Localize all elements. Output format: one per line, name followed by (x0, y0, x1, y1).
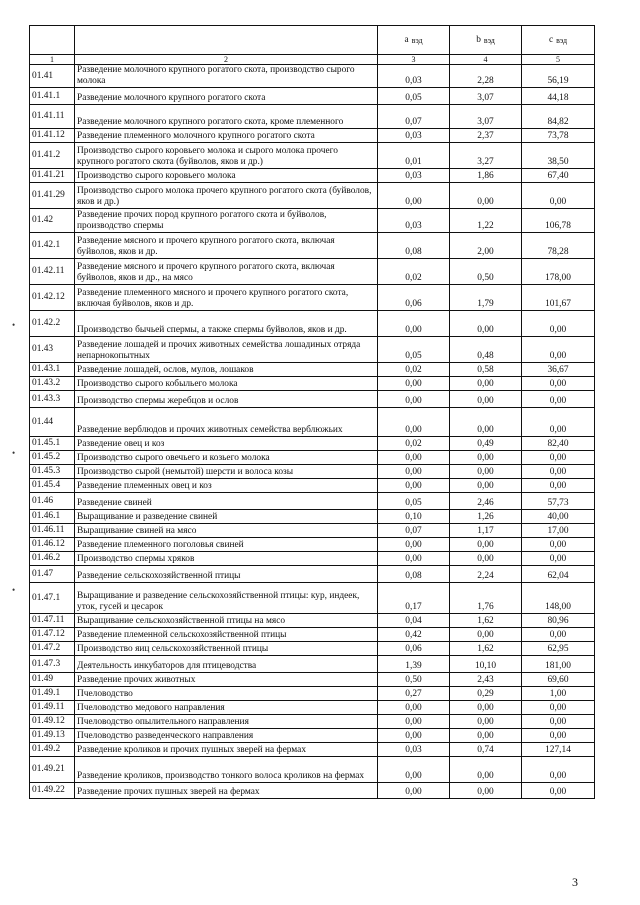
row-code: 01.44 (30, 408, 75, 437)
row-code: 01.41.29 (30, 183, 75, 209)
row-value-c: 0,00 (522, 391, 595, 408)
row-name: Производство спермы жеребцов и ослов (75, 391, 378, 408)
row-value-c: 0,00 (522, 552, 595, 566)
row-value-c: 80,96 (522, 614, 595, 628)
row-value-a: 0,06 (378, 642, 450, 656)
row-value-a: 0,00 (378, 465, 450, 479)
table-row (30, 538, 595, 552)
row-value-c: 62,04 (522, 566, 595, 583)
row-value-c: 56,19 (522, 65, 595, 88)
row-value-a: 0,03 (378, 129, 450, 143)
row-name: Разведение племенного поголовья свиней (75, 538, 378, 552)
row-value-b: 0,00 (450, 729, 522, 743)
row-value-a: 0,02 (378, 437, 450, 451)
row-value-a: 0,03 (378, 743, 450, 757)
row-code: 01.42.12 (30, 285, 75, 311)
row-name: Разведение племенных овец и коз (75, 479, 378, 493)
row-code: 01.45.2 (30, 451, 75, 465)
row-value-b: 1,22 (450, 209, 522, 233)
row-name: Разведение овец и коз (75, 437, 378, 451)
row-code: 01.47.1 (30, 583, 75, 614)
row-value-b: 1,62 (450, 614, 522, 628)
row-code: 01.47.11 (30, 614, 75, 628)
row-value-a: 0,42 (378, 628, 450, 642)
row-code: 01.49.13 (30, 729, 75, 743)
row-code: 01.46.2 (30, 552, 75, 566)
header-row (30, 26, 595, 55)
row-value-b: 2,00 (450, 233, 522, 259)
row-value-a: 0,00 (378, 552, 450, 566)
row-code: 01.45.3 (30, 465, 75, 479)
row-value-c: 106,78 (522, 209, 595, 233)
table-row (30, 337, 595, 363)
row-name: Производство сырого коровьего молока и сырого молока прочего крупного рогатого скота (буйволов, яков и др.) (75, 143, 378, 169)
row-value-c: 0,00 (522, 451, 595, 465)
row-value-b: 0,00 (450, 408, 522, 437)
row-value-a: 0,00 (378, 783, 450, 799)
column-number-row (30, 55, 595, 65)
row-name: Производство сырого молока прочего крупного рогатого скота (буйволов, яков и др.) (75, 183, 378, 209)
row-value-b: 0,00 (450, 701, 522, 715)
row-code: 01.47 (30, 566, 75, 583)
table-row (30, 701, 595, 715)
table-row (30, 169, 595, 183)
table-row (30, 673, 595, 687)
row-name: Разведение мясного и прочего крупного рогатого скота, включая буйволов, яков и др., на мясо (75, 259, 378, 285)
table-row (30, 209, 595, 233)
row-name: Разведение молочного крупного рогатого скота, кроме племенного (75, 105, 378, 129)
row-value-c: 181,00 (522, 656, 595, 673)
row-code: 01.43.2 (30, 377, 75, 391)
row-value-a: 0,03 (378, 209, 450, 233)
row-value-b: 2,24 (450, 566, 522, 583)
header-cell-name (75, 26, 378, 55)
row-value-c: 0,00 (522, 538, 595, 552)
row-value-a: 0,02 (378, 363, 450, 377)
table-row (30, 105, 595, 129)
row-value-c: 0,00 (522, 783, 595, 799)
row-value-b: 1,76 (450, 583, 522, 614)
row-code: 01.49.2 (30, 743, 75, 757)
row-code: 01.49.1 (30, 687, 75, 701)
row-value-b: 1,79 (450, 285, 522, 311)
row-code: 01.46.11 (30, 524, 75, 538)
row-value-a: 0,01 (378, 143, 450, 169)
row-value-b: 0,00 (450, 465, 522, 479)
row-name: Производство спермы хряков (75, 552, 378, 566)
row-value-c: 0,00 (522, 337, 595, 363)
row-value-a: 0,00 (378, 729, 450, 743)
table-row (30, 715, 595, 729)
row-value-b: 0,00 (450, 783, 522, 799)
row-value-c: 84,82 (522, 105, 595, 129)
row-name: Разведение лошадей, ослов, мулов, лошаков (75, 363, 378, 377)
row-value-b: 10,10 (450, 656, 522, 673)
table-row (30, 783, 595, 799)
row-value-b: 1,26 (450, 510, 522, 524)
row-code: 01.42 (30, 209, 75, 233)
row-value-b: 3,07 (450, 105, 522, 129)
row-value-c: 82,40 (522, 437, 595, 451)
table-row (30, 583, 595, 614)
row-name: Разведение прочих пушных зверей на фермах (75, 783, 378, 799)
row-value-a: 0,05 (378, 337, 450, 363)
row-value-a: 0,07 (378, 105, 450, 129)
row-code: 01.46.12 (30, 538, 75, 552)
row-value-a: 0,17 (378, 583, 450, 614)
table-row (30, 183, 595, 209)
row-name: Производство яиц сельскохозяйственной птицы (75, 642, 378, 656)
row-code: 01.49.21 (30, 757, 75, 783)
row-code: 01.43.3 (30, 391, 75, 408)
row-value-b: 0,00 (450, 183, 522, 209)
row-value-a: 0,10 (378, 510, 450, 524)
row-value-c: 57,73 (522, 493, 595, 510)
row-value-a: 0,50 (378, 673, 450, 687)
table-row (30, 451, 595, 465)
row-name: Выращивание и разведение сельскохозяйственной птицы: кур, индеек, уток, гусей и цесарок (75, 583, 378, 614)
row-value-b: 0,00 (450, 628, 522, 642)
row-value-b: 2,43 (450, 673, 522, 687)
row-code: 01.47.3 (30, 656, 75, 673)
table-row (30, 743, 595, 757)
row-code: 01.47.12 (30, 628, 75, 642)
header-b: b $_{вэд}$ (450, 26, 522, 55)
table-row (30, 729, 595, 743)
row-value-a: 0,00 (378, 377, 450, 391)
row-code: 01.45.4 (30, 479, 75, 493)
column-number-5: 5 (522, 55, 595, 65)
row-name: Разведение племенного молочного крупного рогатого скота (75, 129, 378, 143)
table-row (30, 614, 595, 628)
table-row (30, 524, 595, 538)
table-row (30, 437, 595, 451)
row-code: 01.41.1 (30, 88, 75, 105)
row-value-c: 0,00 (522, 183, 595, 209)
table-row (30, 628, 595, 642)
table-row (30, 285, 595, 311)
row-value-b: 0,48 (450, 337, 522, 363)
table-row (30, 465, 595, 479)
table-row (30, 391, 595, 408)
table-row (30, 493, 595, 510)
row-code: 01.47.2 (30, 642, 75, 656)
row-name: Разведение молочного крупного рогатого скота (75, 88, 378, 105)
row-name: Производство сырого коровьего молока (75, 169, 378, 183)
row-value-c: 69,60 (522, 673, 595, 687)
row-value-a: 0,06 (378, 285, 450, 311)
row-code: 01.41 (30, 65, 75, 88)
coefficients-table (29, 25, 595, 799)
row-code: 01.49.12 (30, 715, 75, 729)
table-row (30, 656, 595, 673)
row-code: 01.45.1 (30, 437, 75, 451)
row-code: 01.42.2 (30, 311, 75, 337)
row-value-c: 0,00 (522, 408, 595, 437)
row-value-b: 1,17 (450, 524, 522, 538)
table-row (30, 642, 595, 656)
row-value-b: 0,00 (450, 311, 522, 337)
row-value-a: 0,00 (378, 715, 450, 729)
row-value-c: 0,00 (522, 729, 595, 743)
row-value-a: 0,00 (378, 479, 450, 493)
row-name: Выращивание сельскохозяйственной птицы на мясо (75, 614, 378, 628)
row-value-c: 78,28 (522, 233, 595, 259)
row-value-a: 0,08 (378, 233, 450, 259)
row-value-a: 0,00 (378, 391, 450, 408)
row-value-a: 0,00 (378, 451, 450, 465)
row-value-a: 0,00 (378, 183, 450, 209)
row-value-c: 0,00 (522, 715, 595, 729)
row-code: 01.42.11 (30, 259, 75, 285)
row-value-c: 0,00 (522, 377, 595, 391)
row-name: Разведение молочного крупного рогатого скота, производство сырого молока (75, 65, 378, 88)
table-row (30, 65, 595, 88)
column-number-1: 1 (30, 55, 75, 65)
row-value-a: 0,03 (378, 65, 450, 88)
row-value-c: 0,00 (522, 479, 595, 493)
table-row (30, 408, 595, 437)
row-value-a: 0,27 (378, 687, 450, 701)
row-value-a: 0,00 (378, 311, 450, 337)
table-row (30, 129, 595, 143)
row-value-b: 0,00 (450, 391, 522, 408)
table-row (30, 687, 595, 701)
row-name: Производство сырого кобыльего молока (75, 377, 378, 391)
row-code: 01.41.12 (30, 129, 75, 143)
row-value-b: 0,29 (450, 687, 522, 701)
header-cell-code (30, 26, 75, 55)
row-value-a: 0,00 (378, 538, 450, 552)
row-code: 01.49.22 (30, 783, 75, 799)
row-value-b: 0,00 (450, 715, 522, 729)
row-value-c: 62,95 (522, 642, 595, 656)
row-value-c: 101,67 (522, 285, 595, 311)
row-value-c: 1,00 (522, 687, 595, 701)
row-name: Разведение племенной сельскохозяйственной птицы (75, 628, 378, 642)
row-name: Разведение свиней (75, 493, 378, 510)
row-value-a: 0,08 (378, 566, 450, 583)
row-value-b: 0,00 (450, 377, 522, 391)
table-row (30, 259, 595, 285)
row-value-c: 17,00 (522, 524, 595, 538)
table-row (30, 143, 595, 169)
row-value-b: 1,62 (450, 642, 522, 656)
table-row (30, 377, 595, 391)
row-code: 01.43.1 (30, 363, 75, 377)
row-value-a: 0,02 (378, 259, 450, 285)
row-name: Разведение прочих животных (75, 673, 378, 687)
row-value-c: 0,00 (522, 311, 595, 337)
table-row (30, 311, 595, 337)
row-value-c: 0,00 (522, 628, 595, 642)
row-value-b: 2,28 (450, 65, 522, 88)
row-value-c: 44,18 (522, 88, 595, 105)
column-number-2: 2 (75, 55, 378, 65)
row-value-b: 2,46 (450, 493, 522, 510)
row-code: 01.42.1 (30, 233, 75, 259)
row-value-a: 0,03 (378, 169, 450, 183)
table-row (30, 566, 595, 583)
row-value-a: 0,04 (378, 614, 450, 628)
row-value-b: 0,74 (450, 743, 522, 757)
row-value-c: 0,00 (522, 701, 595, 715)
row-value-b: 0,50 (450, 259, 522, 285)
row-value-a: 0,00 (378, 701, 450, 715)
row-value-c: 178,00 (522, 259, 595, 285)
row-value-b: 0,49 (450, 437, 522, 451)
table-row (30, 363, 595, 377)
table-row (30, 88, 595, 105)
row-value-b: 0,00 (450, 757, 522, 783)
row-name: Производство бычьей спермы, а также спермы буйволов, яков и др. (75, 311, 378, 337)
header-a: a $_{вэд}$ (378, 26, 450, 55)
row-name: Разведение верблюдов и прочих животных семейства верблюжьих (75, 408, 378, 437)
row-name: Разведение мясного и прочего крупного рогатого скота, включая буйволов, яков и др. (75, 233, 378, 259)
margin-mark: • (12, 448, 16, 458)
row-code: 01.41.11 (30, 105, 75, 129)
row-value-a: 1,39 (378, 656, 450, 673)
row-value-a: 0,00 (378, 408, 450, 437)
row-value-b: 2,37 (450, 129, 522, 143)
row-name: Разведение кроликов, производство тонкого волоса кроликов на фермах (75, 757, 378, 783)
row-value-c: 148,00 (522, 583, 595, 614)
row-name: Пчеловодство медового направления (75, 701, 378, 715)
row-value-c: 127,14 (522, 743, 595, 757)
row-code: 01.41.2 (30, 143, 75, 169)
row-name: Выращивание и разведение свиней (75, 510, 378, 524)
row-code: 01.46 (30, 493, 75, 510)
row-name: Деятельность инкубаторов для птицеводства (75, 656, 378, 673)
row-value-a: 0,00 (378, 757, 450, 783)
row-code: 01.41.21 (30, 169, 75, 183)
row-value-c: 40,00 (522, 510, 595, 524)
page-number: 3 (572, 875, 578, 889)
row-name: Разведение кроликов и прочих пушных зверей на фермах (75, 743, 378, 757)
row-name: Производство сырой (немытой) шерсти и волоса козы (75, 465, 378, 479)
row-code: 01.49 (30, 673, 75, 687)
row-value-a: 0,07 (378, 524, 450, 538)
row-name: Разведение лошадей и прочих животных семейства лошадиных отряда непарнокопытных (75, 337, 378, 363)
margin-mark: • (12, 320, 16, 330)
row-value-a: 0,05 (378, 88, 450, 105)
margin-mark: • (12, 585, 16, 595)
row-name: Пчеловодство разведенческого направления (75, 729, 378, 743)
table-row (30, 479, 595, 493)
row-code: 01.43 (30, 337, 75, 363)
row-value-b: 0,00 (450, 538, 522, 552)
row-code: 01.49.11 (30, 701, 75, 715)
row-name: Разведение прочих пород крупного рогатого скота и буйволов, производство спермы (75, 209, 378, 233)
row-name: Пчеловодство опылительного направления (75, 715, 378, 729)
row-value-c: 38,50 (522, 143, 595, 169)
row-value-a: 0,05 (378, 493, 450, 510)
row-value-b: 3,27 (450, 143, 522, 169)
row-value-b: 3,07 (450, 88, 522, 105)
table-row (30, 233, 595, 259)
table-row (30, 552, 595, 566)
column-number-3: 3 (378, 55, 450, 65)
table-row (30, 510, 595, 524)
table-row (30, 757, 595, 783)
row-value-c: 0,00 (522, 757, 595, 783)
row-name: Выращивание свиней на мясо (75, 524, 378, 538)
row-value-c: 67,40 (522, 169, 595, 183)
row-value-c: 0,00 (522, 465, 595, 479)
row-value-b: 0,00 (450, 552, 522, 566)
column-number-4: 4 (450, 55, 522, 65)
row-name: Разведение сельскохозяйственной птицы (75, 566, 378, 583)
row-value-c: 36,67 (522, 363, 595, 377)
row-value-b: 0,58 (450, 363, 522, 377)
row-value-c: 73,78 (522, 129, 595, 143)
row-value-b: 0,00 (450, 479, 522, 493)
header-c: c $_{вэд}$ (522, 26, 595, 55)
row-name: Пчеловодство (75, 687, 378, 701)
row-code: 01.46.1 (30, 510, 75, 524)
row-name: Производство сырого овечьего и козьего молока (75, 451, 378, 465)
row-value-b: 0,00 (450, 451, 522, 465)
row-value-b: 1,86 (450, 169, 522, 183)
row-name: Разведение племенного мясного и прочего крупного рогатого скота, включая буйволов, яков и др. (75, 285, 378, 311)
